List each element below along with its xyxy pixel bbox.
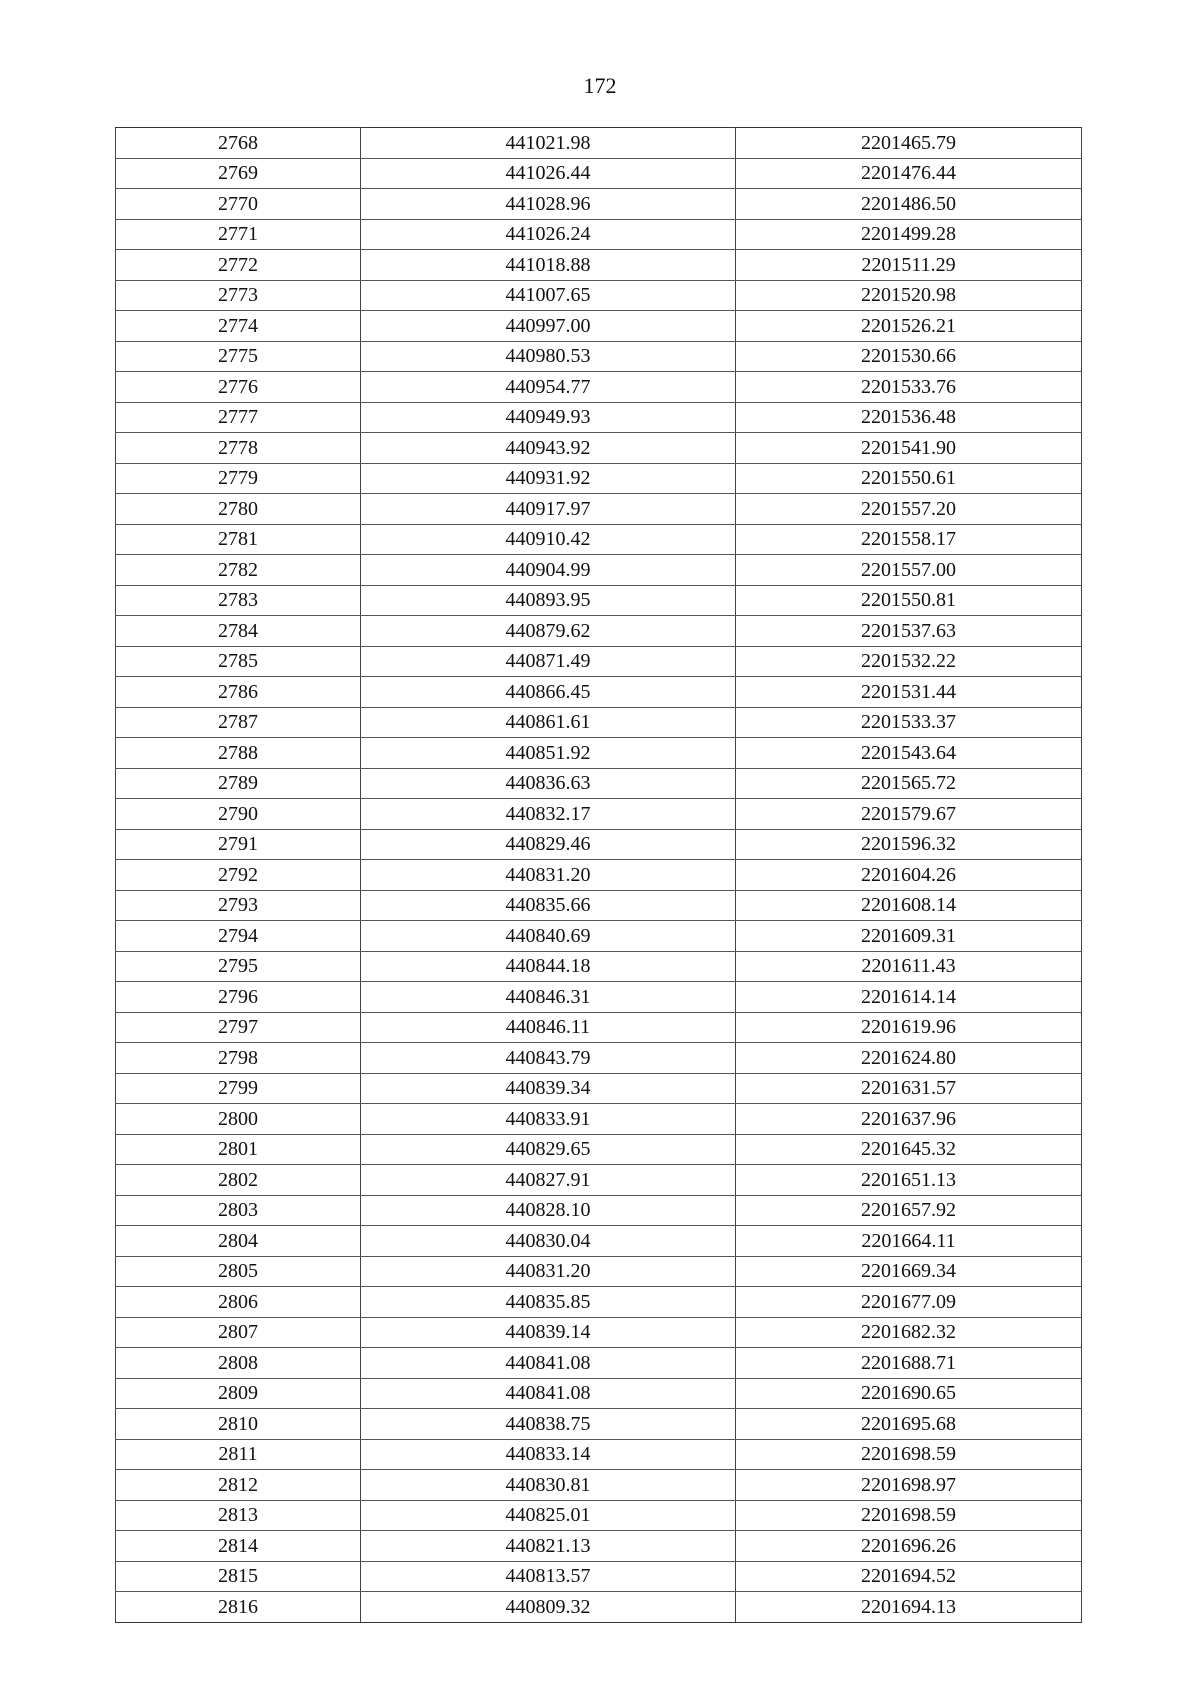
point-number-cell: 2814 <box>116 1531 361 1562</box>
y-coordinate-cell: 2201664.11 <box>736 1226 1082 1257</box>
point-number-cell: 2807 <box>116 1317 361 1348</box>
point-number-cell: 2770 <box>116 189 361 220</box>
y-coordinate-cell: 2201694.13 <box>736 1592 1082 1623</box>
point-number-cell: 2787 <box>116 707 361 738</box>
table-row <box>116 463 1082 494</box>
y-coordinate-cell: 2201520.98 <box>736 280 1082 311</box>
x-coordinate-cell: 440813.57 <box>361 1561 736 1592</box>
y-coordinate-cell: 2201541.90 <box>736 433 1082 464</box>
table-row <box>116 1531 1082 1562</box>
y-coordinate-cell: 2201537.63 <box>736 616 1082 647</box>
x-coordinate-cell: 440825.01 <box>361 1500 736 1531</box>
x-coordinate-cell: 440830.04 <box>361 1226 736 1257</box>
y-coordinate-cell: 2201533.76 <box>736 372 1082 403</box>
point-number-cell: 2774 <box>116 311 361 342</box>
table-row <box>116 280 1082 311</box>
x-coordinate-cell: 440840.69 <box>361 921 736 952</box>
point-number-cell: 2777 <box>116 402 361 433</box>
y-coordinate-cell: 2201651.13 <box>736 1165 1082 1196</box>
x-coordinate-cell: 440836.63 <box>361 768 736 799</box>
y-coordinate-cell: 2201698.59 <box>736 1500 1082 1531</box>
coordinate-table-body <box>116 128 1082 1623</box>
table-row <box>116 1134 1082 1165</box>
point-number-cell: 2790 <box>116 799 361 830</box>
y-coordinate-cell: 2201694.52 <box>736 1561 1082 1592</box>
y-coordinate-cell: 2201532.22 <box>736 646 1082 677</box>
point-number-cell: 2788 <box>116 738 361 769</box>
point-number-cell: 2810 <box>116 1409 361 1440</box>
x-coordinate-cell: 440829.65 <box>361 1134 736 1165</box>
x-coordinate-cell: 441026.44 <box>361 158 736 189</box>
x-coordinate-cell: 440841.08 <box>361 1348 736 1379</box>
x-coordinate-cell: 440809.32 <box>361 1592 736 1623</box>
y-coordinate-cell: 2201698.97 <box>736 1470 1082 1501</box>
x-coordinate-cell: 440831.20 <box>361 860 736 891</box>
x-coordinate-cell: 440851.92 <box>361 738 736 769</box>
y-coordinate-cell: 2201682.32 <box>736 1317 1082 1348</box>
table-row <box>116 799 1082 830</box>
table-row <box>116 158 1082 189</box>
table-row <box>116 494 1082 525</box>
point-number-cell: 2778 <box>116 433 361 464</box>
x-coordinate-cell: 440846.31 <box>361 982 736 1013</box>
x-coordinate-cell: 440835.85 <box>361 1287 736 1318</box>
table-row <box>116 1592 1082 1623</box>
y-coordinate-cell: 2201614.14 <box>736 982 1082 1013</box>
table-row <box>116 768 1082 799</box>
x-coordinate-cell: 441028.96 <box>361 189 736 220</box>
point-number-cell: 2797 <box>116 1012 361 1043</box>
point-number-cell: 2809 <box>116 1378 361 1409</box>
point-number-cell: 2813 <box>116 1500 361 1531</box>
table-row <box>116 860 1082 891</box>
table-row <box>116 1561 1082 1592</box>
table-row <box>116 829 1082 860</box>
y-coordinate-cell: 2201698.59 <box>736 1439 1082 1470</box>
table-row <box>116 433 1082 464</box>
x-coordinate-cell: 440833.14 <box>361 1439 736 1470</box>
table-row <box>116 1226 1082 1257</box>
table-row <box>116 890 1082 921</box>
table-row <box>116 1378 1082 1409</box>
point-number-cell: 2784 <box>116 616 361 647</box>
y-coordinate-cell: 2201619.96 <box>736 1012 1082 1043</box>
table-row <box>116 1073 1082 1104</box>
table-row <box>116 1287 1082 1318</box>
x-coordinate-cell: 440846.11 <box>361 1012 736 1043</box>
table-row <box>116 585 1082 616</box>
x-coordinate-cell: 440831.20 <box>361 1256 736 1287</box>
y-coordinate-cell: 2201677.09 <box>736 1287 1082 1318</box>
y-coordinate-cell: 2201511.29 <box>736 250 1082 281</box>
x-coordinate-cell: 440997.00 <box>361 311 736 342</box>
table-row <box>116 921 1082 952</box>
y-coordinate-cell: 2201596.32 <box>736 829 1082 860</box>
point-number-cell: 2768 <box>116 128 361 159</box>
table-row <box>116 1165 1082 1196</box>
point-number-cell: 2779 <box>116 463 361 494</box>
y-coordinate-cell: 2201557.20 <box>736 494 1082 525</box>
x-coordinate-cell: 440841.08 <box>361 1378 736 1409</box>
x-coordinate-cell: 440893.95 <box>361 585 736 616</box>
table-row <box>116 646 1082 677</box>
x-coordinate-cell: 440931.92 <box>361 463 736 494</box>
x-coordinate-cell: 440910.42 <box>361 524 736 555</box>
x-coordinate-cell: 440871.49 <box>361 646 736 677</box>
point-number-cell: 2789 <box>116 768 361 799</box>
x-coordinate-cell: 440829.46 <box>361 829 736 860</box>
x-coordinate-cell: 440843.79 <box>361 1043 736 1074</box>
x-coordinate-cell: 440830.81 <box>361 1470 736 1501</box>
x-coordinate-cell: 441021.98 <box>361 128 736 159</box>
y-coordinate-cell: 2201695.68 <box>736 1409 1082 1440</box>
x-coordinate-cell: 441018.88 <box>361 250 736 281</box>
point-number-cell: 2794 <box>116 921 361 952</box>
point-number-cell: 2800 <box>116 1104 361 1135</box>
y-coordinate-cell: 2201657.92 <box>736 1195 1082 1226</box>
point-number-cell: 2786 <box>116 677 361 708</box>
y-coordinate-cell: 2201531.44 <box>736 677 1082 708</box>
point-number-cell: 2791 <box>116 829 361 860</box>
x-coordinate-cell: 440828.10 <box>361 1195 736 1226</box>
table-row <box>116 1470 1082 1501</box>
y-coordinate-cell: 2201608.14 <box>736 890 1082 921</box>
x-coordinate-cell: 440861.61 <box>361 707 736 738</box>
y-coordinate-cell: 2201565.72 <box>736 768 1082 799</box>
y-coordinate-cell: 2201611.43 <box>736 951 1082 982</box>
x-coordinate-cell: 441007.65 <box>361 280 736 311</box>
x-coordinate-cell: 440838.75 <box>361 1409 736 1440</box>
point-number-cell: 2769 <box>116 158 361 189</box>
y-coordinate-cell: 2201558.17 <box>736 524 1082 555</box>
x-coordinate-cell: 440835.66 <box>361 890 736 921</box>
coordinate-table <box>115 127 1082 1623</box>
page-number: 172 <box>583 73 617 98</box>
x-coordinate-cell: 440879.62 <box>361 616 736 647</box>
x-coordinate-cell: 440904.99 <box>361 555 736 586</box>
y-coordinate-cell: 2201533.37 <box>736 707 1082 738</box>
y-coordinate-cell: 2201536.48 <box>736 402 1082 433</box>
point-number-cell: 2796 <box>116 982 361 1013</box>
point-number-cell: 2783 <box>116 585 361 616</box>
y-coordinate-cell: 2201579.67 <box>736 799 1082 830</box>
point-number-cell: 2806 <box>116 1287 361 1318</box>
point-number-cell: 2795 <box>116 951 361 982</box>
x-coordinate-cell: 441026.24 <box>361 219 736 250</box>
table-row <box>116 1500 1082 1531</box>
y-coordinate-cell: 2201557.00 <box>736 555 1082 586</box>
x-coordinate-cell: 440943.92 <box>361 433 736 464</box>
table-row <box>116 1439 1082 1470</box>
table-row <box>116 1104 1082 1135</box>
table-row <box>116 1317 1082 1348</box>
y-coordinate-cell: 2201543.64 <box>736 738 1082 769</box>
table-row <box>116 1256 1082 1287</box>
point-number-cell: 2816 <box>116 1592 361 1623</box>
table-row <box>116 616 1082 647</box>
point-number-cell: 2771 <box>116 219 361 250</box>
table-row <box>116 707 1082 738</box>
table-row <box>116 982 1082 1013</box>
x-coordinate-cell: 440821.13 <box>361 1531 736 1562</box>
point-number-cell: 2799 <box>116 1073 361 1104</box>
y-coordinate-cell: 2201631.57 <box>736 1073 1082 1104</box>
point-number-cell: 2780 <box>116 494 361 525</box>
point-number-cell: 2782 <box>116 555 361 586</box>
x-coordinate-cell: 440844.18 <box>361 951 736 982</box>
table-row <box>116 1195 1082 1226</box>
y-coordinate-cell: 2201624.80 <box>736 1043 1082 1074</box>
y-coordinate-cell: 2201526.21 <box>736 311 1082 342</box>
point-number-cell: 2792 <box>116 860 361 891</box>
table-row <box>116 189 1082 220</box>
table-row <box>116 1348 1082 1379</box>
x-coordinate-cell: 440954.77 <box>361 372 736 403</box>
y-coordinate-cell: 2201696.26 <box>736 1531 1082 1562</box>
point-number-cell: 2785 <box>116 646 361 677</box>
table-row <box>116 128 1082 159</box>
table-row <box>116 372 1082 403</box>
table-row <box>116 250 1082 281</box>
y-coordinate-cell: 2201465.79 <box>736 128 1082 159</box>
point-number-cell: 2805 <box>116 1256 361 1287</box>
point-number-cell: 2772 <box>116 250 361 281</box>
x-coordinate-cell: 440832.17 <box>361 799 736 830</box>
table-row <box>116 341 1082 372</box>
y-coordinate-cell: 2201688.71 <box>736 1348 1082 1379</box>
point-number-cell: 2776 <box>116 372 361 403</box>
point-number-cell: 2801 <box>116 1134 361 1165</box>
y-coordinate-cell: 2201486.50 <box>736 189 1082 220</box>
y-coordinate-cell: 2201550.61 <box>736 463 1082 494</box>
y-coordinate-cell: 2201645.32 <box>736 1134 1082 1165</box>
table-row <box>116 1043 1082 1074</box>
table-row <box>116 402 1082 433</box>
x-coordinate-cell: 440980.53 <box>361 341 736 372</box>
point-number-cell: 2812 <box>116 1470 361 1501</box>
point-number-cell: 2781 <box>116 524 361 555</box>
point-number-cell: 2773 <box>116 280 361 311</box>
y-coordinate-cell: 2201609.31 <box>736 921 1082 952</box>
point-number-cell: 2815 <box>116 1561 361 1592</box>
x-coordinate-cell: 440827.91 <box>361 1165 736 1196</box>
table-row <box>116 1012 1082 1043</box>
point-number-cell: 2808 <box>116 1348 361 1379</box>
table-row <box>116 555 1082 586</box>
table-row <box>116 219 1082 250</box>
point-number-cell: 2798 <box>116 1043 361 1074</box>
table-row <box>116 524 1082 555</box>
x-coordinate-cell: 440917.97 <box>361 494 736 525</box>
y-coordinate-cell: 2201669.34 <box>736 1256 1082 1287</box>
x-coordinate-cell: 440949.93 <box>361 402 736 433</box>
y-coordinate-cell: 2201550.81 <box>736 585 1082 616</box>
table-row <box>116 311 1082 342</box>
y-coordinate-cell: 2201530.66 <box>736 341 1082 372</box>
table-row <box>116 951 1082 982</box>
table-row <box>116 1409 1082 1440</box>
point-number-cell: 2811 <box>116 1439 361 1470</box>
y-coordinate-cell: 2201604.26 <box>736 860 1082 891</box>
x-coordinate-cell: 440866.45 <box>361 677 736 708</box>
x-coordinate-cell: 440839.34 <box>361 1073 736 1104</box>
point-number-cell: 2793 <box>116 890 361 921</box>
y-coordinate-cell: 2201637.96 <box>736 1104 1082 1135</box>
y-coordinate-cell: 2201499.28 <box>736 219 1082 250</box>
table-row <box>116 677 1082 708</box>
point-number-cell: 2804 <box>116 1226 361 1257</box>
y-coordinate-cell: 2201476.44 <box>736 158 1082 189</box>
point-number-cell: 2775 <box>116 341 361 372</box>
x-coordinate-cell: 440839.14 <box>361 1317 736 1348</box>
point-number-cell: 2802 <box>116 1165 361 1196</box>
y-coordinate-cell: 2201690.65 <box>736 1378 1082 1409</box>
x-coordinate-cell: 440833.91 <box>361 1104 736 1135</box>
table-row <box>116 738 1082 769</box>
point-number-cell: 2803 <box>116 1195 361 1226</box>
